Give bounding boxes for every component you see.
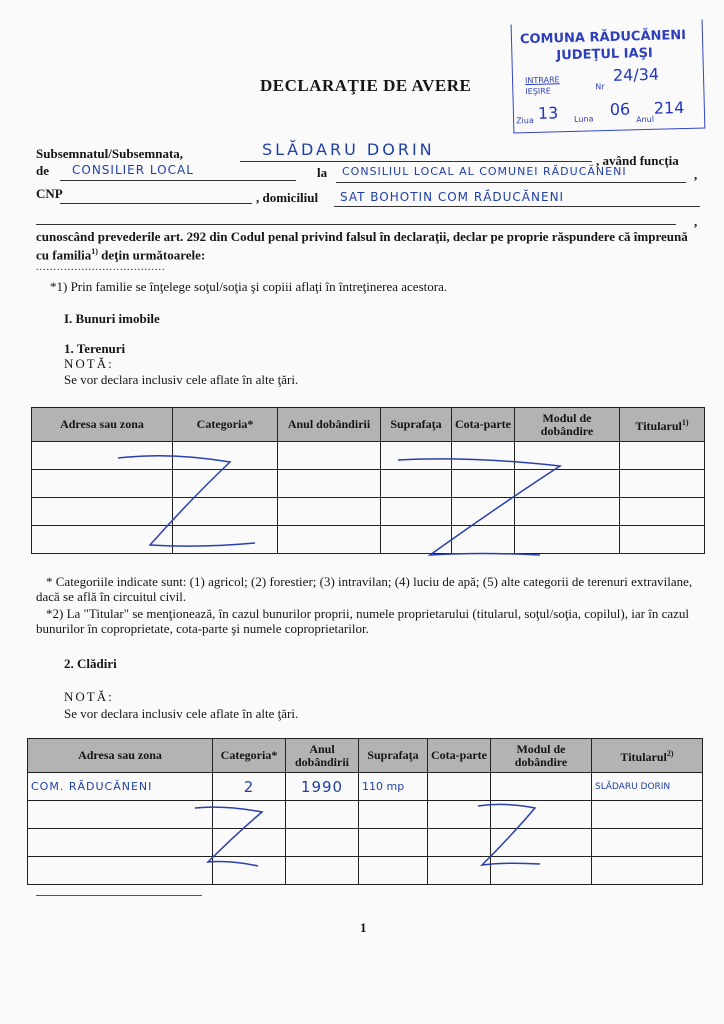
stamp-intrare: INTRARE xyxy=(524,75,560,86)
stamp-luna-label: Luna xyxy=(573,114,594,124)
stamp-iesire: IEŞIRE xyxy=(525,86,551,97)
stamp-anul-value: 214 xyxy=(653,98,685,118)
nota-cladiri: NOTĂ: xyxy=(64,689,114,704)
cladire-titular: SLĂDARU DORIN xyxy=(592,773,703,801)
domiciliul-label: , domiciliul xyxy=(256,190,319,205)
stamp-nr-value: 24/34 xyxy=(612,64,660,85)
section-cladiri: 2. Clădiri xyxy=(64,656,117,671)
col-suprafata: Suprafaţa xyxy=(381,408,452,442)
col-cota: Cota-parte xyxy=(428,739,491,773)
cladire-adresa: COM. RĂDUCĂNENI xyxy=(28,773,213,801)
declarant-name: SLĂDARU DORIN xyxy=(262,140,435,159)
domiciliul-value: SAT BOHOTIN COM RĂDUCĂNENI xyxy=(340,190,565,204)
col-modul: Modul de dobândire xyxy=(491,739,592,773)
col-adresa: Adresa sau zona xyxy=(32,408,173,442)
col-suprafata: Suprafaţa xyxy=(359,739,428,773)
stamp-line2: JUDEŢUL IAŞI xyxy=(556,45,654,64)
footnote-familie: *1) Prin familie se înţelege soţul/soţia şi copiii aflaţi în întreţinerea acestora. xyxy=(50,279,448,294)
col-titular: Titularul$^{1)}$ xyxy=(620,408,705,442)
col-adresa: Adresa sau zona xyxy=(28,739,213,773)
col-categoria: Categoria* xyxy=(213,739,286,773)
dotted-line: ..................................... xyxy=(36,262,166,273)
section-bunuri-imobile: I. Bunuri imobile xyxy=(64,311,160,326)
functia-value: CONSILIER LOCAL xyxy=(72,163,194,177)
stamp-nr-label: Nr xyxy=(595,82,605,92)
page-number: 1 xyxy=(360,920,367,935)
nota-titular: *2) La "Titular" se menţionează, în cazul bunurilor proprii, numele proprietarului (titularul, soţul/soţia, copilul), iar în cazul bunurilor în coproprietate, cota-parte şi numele coproprietarilor. xyxy=(36,606,689,636)
footer-separator xyxy=(36,895,202,896)
cladire-categoria: 2 xyxy=(213,773,286,801)
stamp-ziua-value: 13 xyxy=(537,103,559,123)
col-modul: Modul de dobândire xyxy=(515,408,620,442)
col-cota: Cota-parte xyxy=(452,408,515,442)
subsemnatul-label: Subsemnatul/Subsemnata, xyxy=(36,146,184,161)
la-label: la xyxy=(317,165,328,180)
stamp-line1: COMUNA RĂDUCĂNENI xyxy=(519,27,687,48)
col-titular: Titularul$^{2)}$ xyxy=(592,739,703,773)
cnp-label: CNP xyxy=(36,186,63,201)
col-categoria: Categoria* xyxy=(173,408,278,442)
document-title: DECLARAŢIE DE AVERE xyxy=(260,76,472,95)
de-label: de xyxy=(36,163,49,178)
nota-cladiri-text: Se vor declara inclusiv cele aflate în alte ţări. xyxy=(64,706,299,721)
col-anul: Anul dobândirii xyxy=(278,408,381,442)
stamp-ziua-label: Ziua xyxy=(516,115,534,126)
nota-terenuri: NOTĂ: xyxy=(64,356,114,371)
cladire-suprafata: 110 mp xyxy=(359,773,428,801)
avand-functia-label: , având funcţia xyxy=(596,153,679,168)
nota-categorii: * Categoriile indicate sunt: (1) agricol; (2) forestier; (3) intravilan; (4) luciu de apă; (5) alte categorii de terenuri extravilane, dacă se află în circuitul civil. xyxy=(36,574,693,604)
stamp-luna-value: 06 xyxy=(609,99,631,119)
col-anul: Anul dobândirii xyxy=(286,739,359,773)
institutia-value: CONSILIUL LOCAL AL COMUNEI RĂDUCĂNENI xyxy=(342,165,627,178)
nota-terenuri-text: Se vor declara inclusiv cele aflate în alte ţări. xyxy=(64,372,299,387)
section-terenuri: 1. Terenuri xyxy=(64,341,126,356)
cladire-anul: 1990 xyxy=(286,773,359,801)
stamp-anul-label: Anul xyxy=(636,114,655,125)
declaration-text: cunoscând prevederile art. 292 din Codul penal privind falsul în declaraţii, declar pe proprie răspundere că împreună cu familia$^{1)}$ deţin următoarele: xyxy=(36,229,688,263)
